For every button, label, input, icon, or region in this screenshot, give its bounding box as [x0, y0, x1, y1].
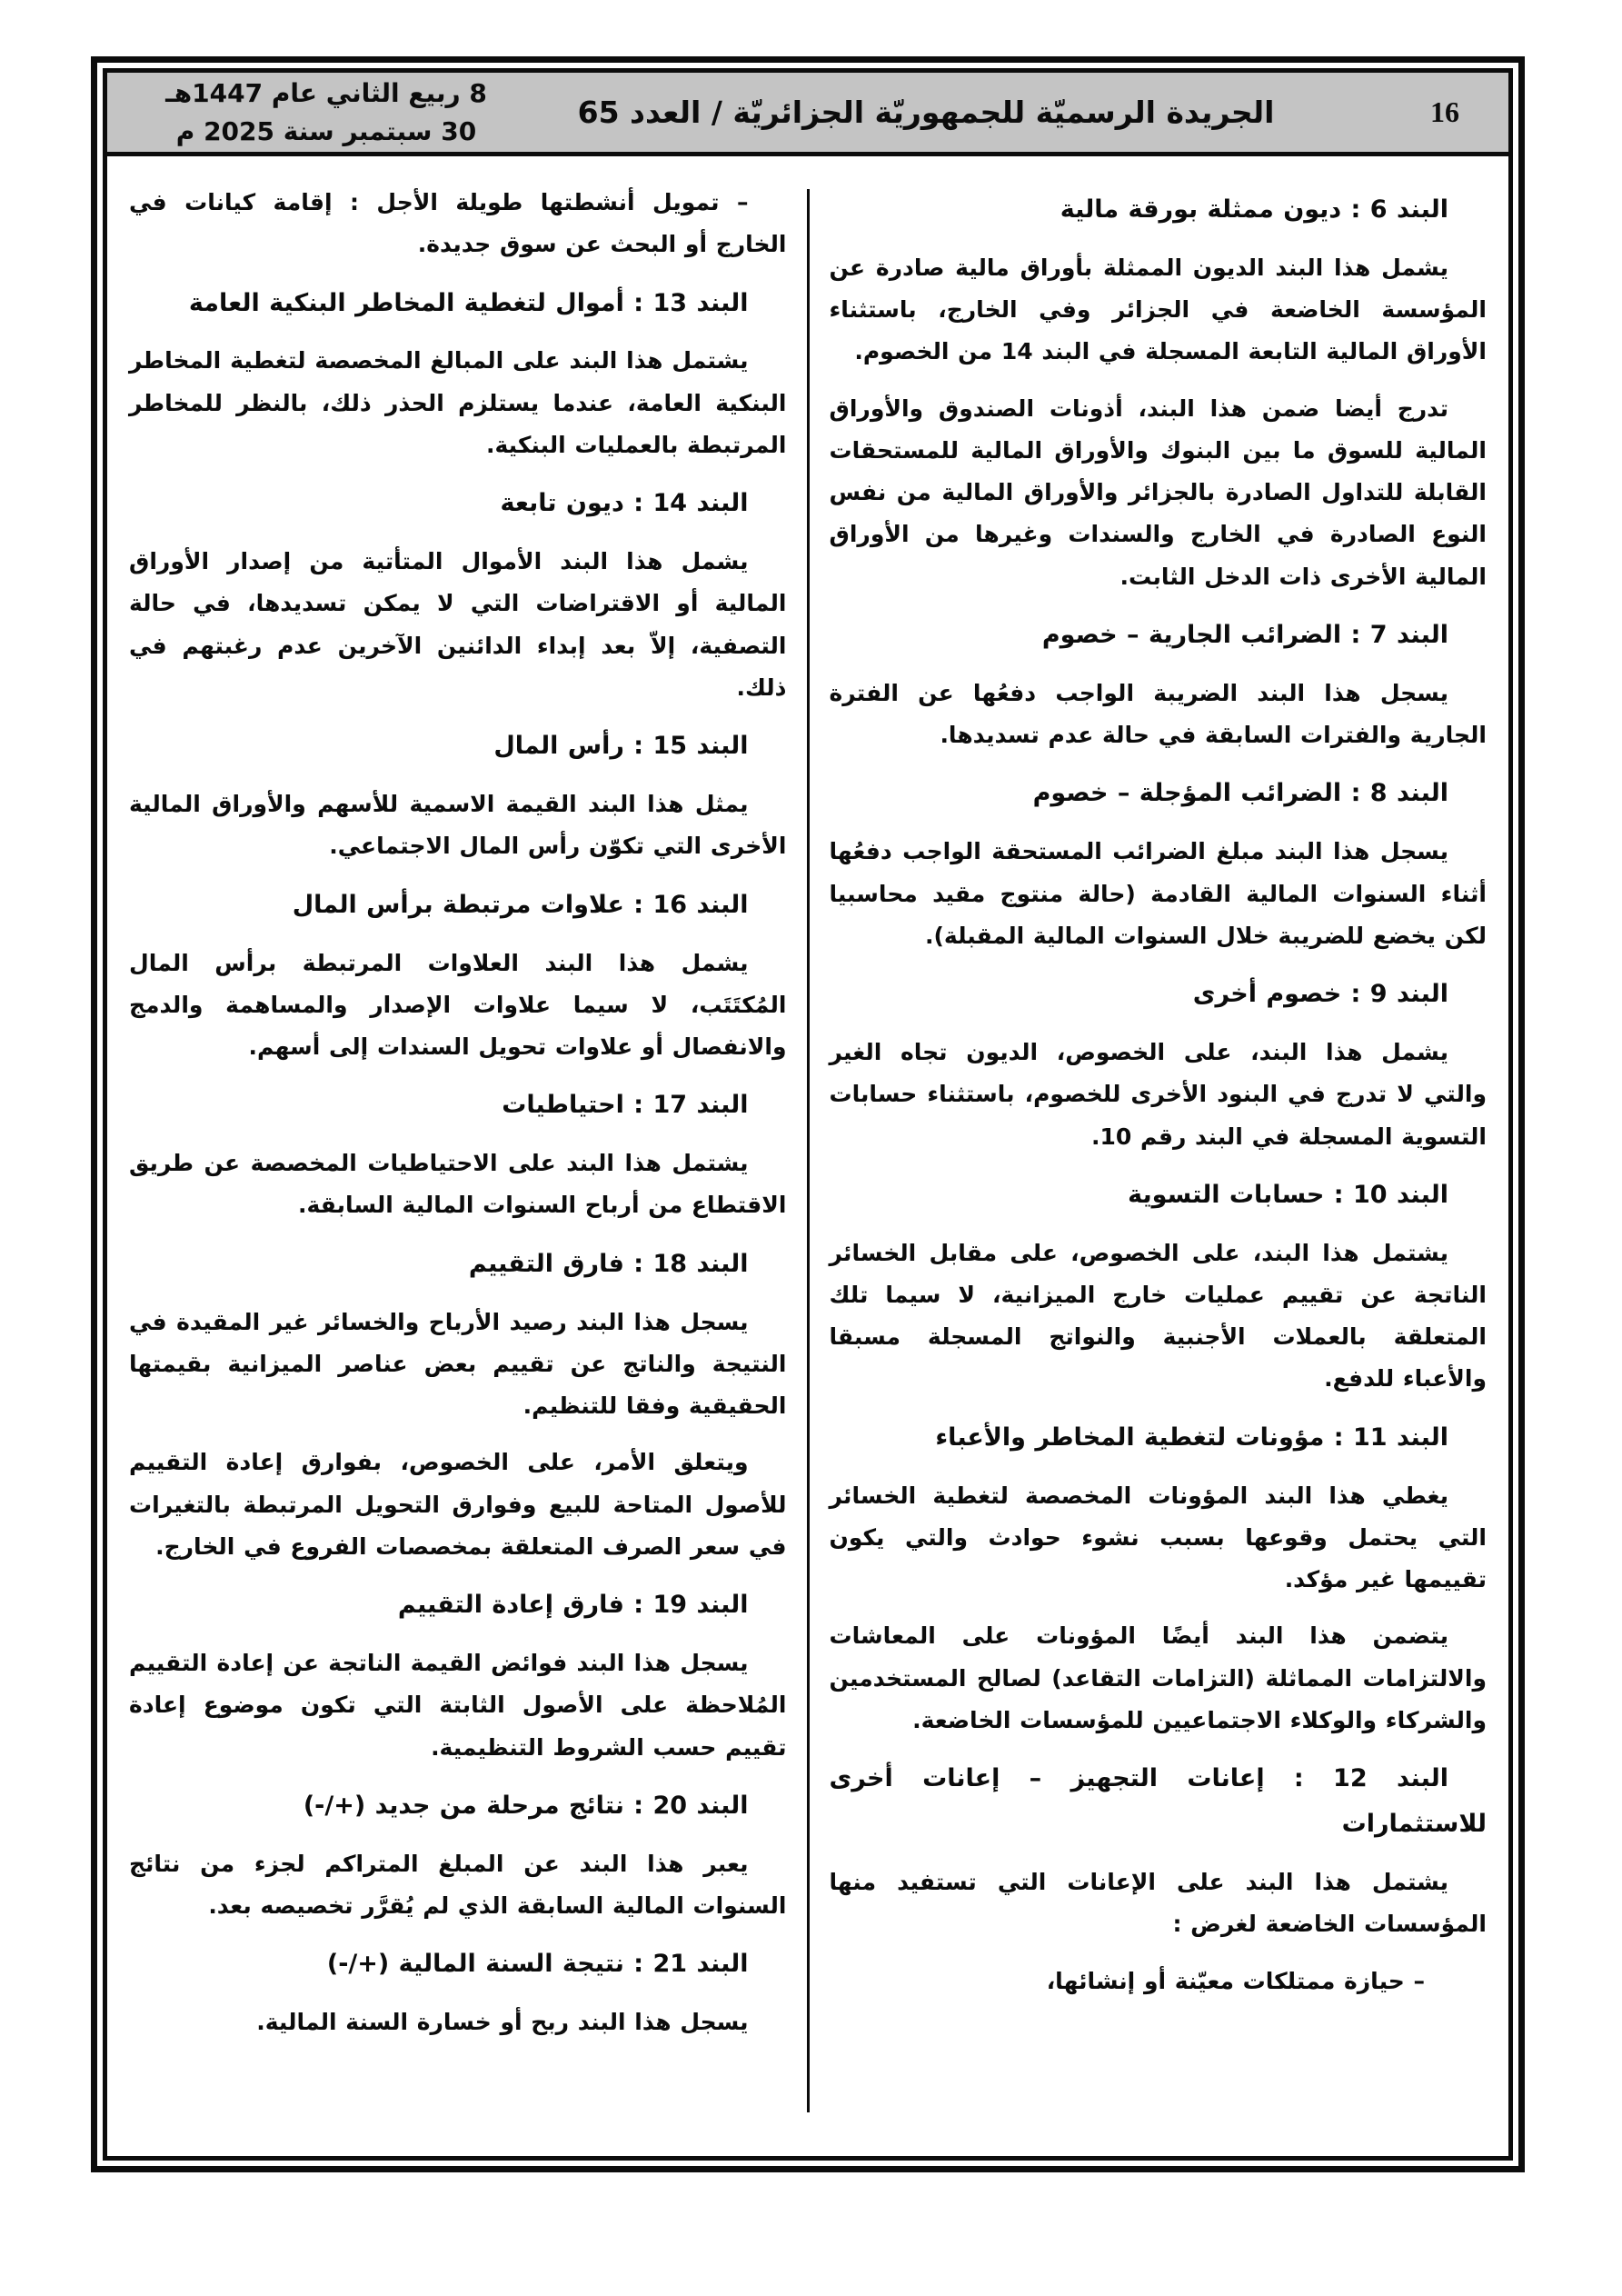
paragraph: يشمل هذا البند العلاوات المرتبطة برأس المال المُكتَتَب، لا سيما علاوات الإصدار والمساهمة والدمج والانفصال أو علاوات تحويل السندات إلى أسهم.: [129, 949, 787, 1060]
issue-dates: [131, 75, 522, 151]
date-hijri: 8 ربيع الثاني عام 1447هـ: [165, 77, 487, 108]
gazette-title: الجريدة الرسميّة للجمهوريّة الجزائريّة / العدد 65: [577, 95, 1275, 130]
column-divider: [807, 189, 810, 2112]
paragraph: يسجل هذا البند ربح أو خسارة السنة المالية.: [256, 2009, 749, 2036]
section-heading: البند 9 : خصوم أخرى: [1192, 980, 1448, 1009]
paragraph: يشمل هذا البند الديون الممثلة بأوراق مالية صادرة عن المؤسسة الخاضعة في الجزائر وفي الخارج، باستثناء الأوراق المالية التابعة المسجلة في البند 14 من الخصوم.: [829, 254, 1487, 365]
paragraph: يعبر هذا البند عن المبلغ المتراكم لجزء من نتائج السنوات المالية السابقة الذي لم يُقرَّر تخصيصه بعد.: [129, 1850, 787, 1919]
section-heading: البند 10 : حسابات التسوية: [1128, 1180, 1448, 1209]
paragraph: يسجل هذا البند مبلغ الضرائب المستحقة الواجب دفعُها أثناء السنوات المالية القادمة (حالة منتوج مقيد محاسبيا لكن يخضع للضريبة خلال السنوات المالية المقبلة).: [829, 838, 1487, 949]
section-heading: البند 17 : احتياطيات: [502, 1091, 749, 1120]
section-heading: البند 16 : علاوات مرتبطة برأس المال: [292, 890, 749, 919]
paragraph: يشتمل هذا البند على الاحتياطيات المخصصة عن طريق الاقتطاع من أرباح السنوات المالية السابقة.: [129, 1150, 787, 1219]
page-frame: [91, 56, 1525, 2172]
section-heading: البند 21 : نتيجة السنة المالية (+/-): [326, 1950, 749, 1979]
paragraph: يشتمل هذا البند على المبالغ المخصصة لتغطية المخاطر البنكية العامة، عندما يستلزم الحذر ذلك، بالنظر للمخاطر المرتبطة بالعمليات البنكية.: [129, 347, 787, 458]
section-heading: البند 11 : مؤونات لتغطية المخاطر والأعباء: [935, 1423, 1448, 1452]
page-body: [107, 156, 1508, 2156]
section-heading: البند 20 : نتائج مرحلة من جديد (+/-): [303, 1791, 749, 1820]
paragraph: يغطي هذا البند المؤونات المخصصة لتغطية الخسائر التي يحتمل وقوعها بسبب نشوء حوادث والتي يكون تقييمها غير مؤكد.: [829, 1482, 1487, 1593]
paragraph: يتضمن هذا البند أيضًا المؤونات على المعاشات والالتزامات المماثلة (التزامات التقاعد) لصالح المستخدمين والشركاء والوكلاء الاجتماعيين للمؤسسات الخاضعة.: [829, 1622, 1487, 1733]
section-heading: البند 18 : فارق التقييم: [468, 1249, 749, 1278]
column-left: [120, 182, 791, 2149]
paragraph: يشتمل هذا البند، على الخصوص، على مقابل الخسائر الناتجة عن تقييم عمليات خارج الميزانية، لا سيما تلك المتعلقة بالعملات الأجنبية والنواتج المسجلة مسبقا والأعباء للدفع.: [829, 1239, 1487, 1393]
section-heading: البند 12 : إعانات التجهيز – إعانات أخرى للاستثمارات: [829, 1764, 1487, 1839]
date-gregorian: 30 سبتمبر سنة 2025 م: [175, 115, 477, 146]
section-heading: البند 13 : أموال لتغطية المخاطر البنكية العامة: [188, 288, 749, 317]
paragraph: يشمل هذا البند الأموال المتأتية من إصدار الأوراق المالية أو الاقتراضات التي لا يمكن تسديدها، في حالة التصفية، إلاّ بعد إبداء الدائنين الآخرين عدم رغبتهم في ذلك.: [129, 548, 787, 701]
paragraph: ويتعلق الأمر، على الخصوص، بفوارق إعادة التقييم للأصول المتاحة للبيع وفوارق التحويل المرتبطة بالتغيرات في سعر الصرف المتعلقة بمخصصات الفروع في الخارج.: [129, 1449, 787, 1560]
column-right: [826, 182, 1497, 2149]
paragraph: – تمويل أنشطتها طويلة الأجل : إقامة كيانات في الخارج أو البحث عن سوق جديدة.: [129, 189, 787, 258]
paragraph: يسجل هذا البند فوائض القيمة الناتجة عن إعادة التقييم المُلاحظة على الأصول الثابتة التي تكون موضوع إعادة تقييم حسب الشروط التنظيمية.: [129, 1650, 787, 1761]
paragraph: يسجل هذا البند رصيد الأرباح والخسائر غير المقيدة في النتيجة والناتج عن تقييم بعض عناصر الميزانية بقيمتها الحقيقية وفقا للتنظيم.: [129, 1308, 787, 1420]
section-heading: البند 19 : فارق إعادة التقييم: [397, 1591, 749, 1620]
section-heading: البند 15 : رأس المال: [493, 732, 749, 761]
paragraph: يسجل هذا البند الضريبة الواجب دفعُها عن الفترة الجارية والفترات السابقة في حالة عدم تسديدها.: [829, 679, 1487, 749]
page-frame-inner: [103, 68, 1513, 2161]
paragraph: يشمل هذا البند، على الخصوص، الديون تجاه الغير والتي لا تدرج في البنود الأخرى للخصوم، باستثناء حسابات التسوية المسجلة في البند رقم 10.: [829, 1039, 1487, 1150]
section-heading: البند 7 : الضرائب الجارية – خصوم: [1041, 620, 1448, 649]
header-band: [107, 73, 1508, 156]
section-heading: البند 14 : ديون تابعة: [500, 489, 749, 518]
section-heading: البند 6 : ديون ممثلة بورقة مالية: [1060, 195, 1448, 224]
list-item: – حيازة ممتلكات معيّنة أو إنشائها،: [1046, 1967, 1425, 1994]
section-heading: البند 8 : الضرائب المؤجلة – خصوم: [1032, 779, 1448, 808]
paragraph: يمثل هذا البند القيمة الاسمية للأسهم والأوراق المالية الأخرى التي تكوّن رأس المال الاجتماعي.: [129, 791, 787, 860]
page-number: 16: [1430, 95, 1459, 128]
paragraph: تدرج أيضا ضمن هذا البند، أذونات الصندوق والأوراق المالية للسوق ما بين البنوك والأوراق المالية للمستحقات القابلة للتداول الصادرة بالجزائر والأوراق المالية من نفس النوع الصادرة في الخارج والسندات وغيرها من الأوراق المالية الأخرى ذات الدخل الثابت.: [829, 394, 1487, 590]
paragraph: يشتمل هذا البند على الإعانات التي تستفيد منها المؤسسات الخاضعة لغرض :: [829, 1869, 1487, 1938]
